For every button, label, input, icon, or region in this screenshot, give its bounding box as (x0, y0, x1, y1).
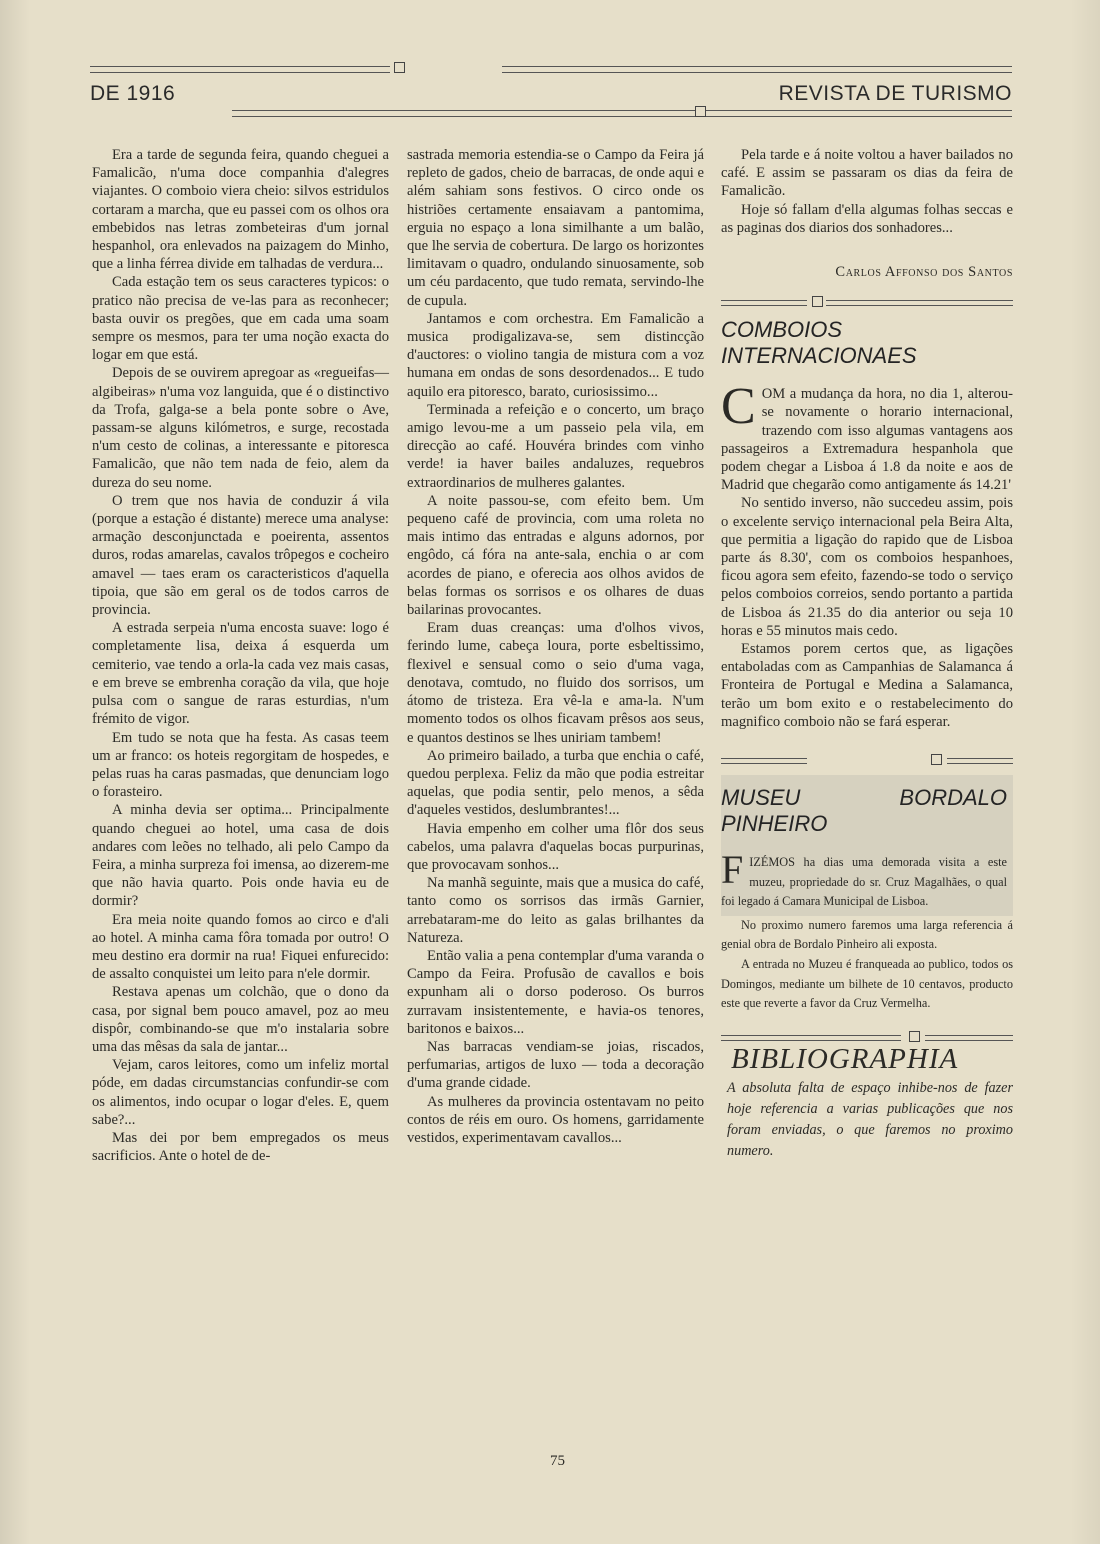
paragraph: Jantamos e com orchestra. Em Famalicão a musica prodigalizava-se, sem distincção d'auctores: o violino tangia de mistura com a voz humana em ondas de sons desordenados... E tudo aquilo era pitoresco, barato, curiosissimo... (407, 310, 704, 400)
paragraph: Cada estação tem os seus caracteres typicos: o pratico não precisa de ve-las para as reconhecer; basta ouvir os pregões, que em cada uma soam sempre os mesmos, para ter uma noção exacta do logar em que está. (92, 274, 389, 364)
museu-paragraph: A entrada no Muzeu é franqueada ao publico, todos os Domingos, mediante um bilhete de 10 centavos, producto este que reverte a favor da Cruz Vermelha. (721, 957, 1013, 1011)
paragraph: Pela tarde e á noite voltou a haver bailados no café. E assim se passaram os dias da feira de Famalicão. (721, 147, 1013, 200)
museu-section-title: MUSEU BORDALO PINHEIRO (721, 785, 1007, 837)
top-ornament-rule (90, 62, 1012, 76)
header-underline-rule (232, 110, 1012, 117)
paragraph: Era a tarde de segunda feira, quando cheguei a Famalicão, n'uma doce companhia d'alegres viajantes. O comboio viera cheio: silvos estridulos cortaram a marcha, que eu passei com os olhos ora embebidos nas letras zombeteiras d'um jornal hespanhol, ora enlevados na paizagem do Minho, que a linha férrea divide em talhadas de verdura... (92, 147, 389, 273)
section-divider (721, 753, 1013, 767)
author-signature: Carlos Affonso dos Santos (835, 264, 1013, 281)
article-column-3 (721, 146, 1013, 1162)
article-column-1 (92, 146, 389, 1165)
paragraph: Havia empenho em colher uma flôr dos seus cabelos, uma palavra d'aquelas bocas purpurinas, que provocavam sonhos... (407, 820, 704, 873)
square-ornament-icon (695, 106, 706, 117)
paragraph: A minha devia ser optima... Principalmente quando cheguei ao hotel, uma casa de dois andares com leões no telhado, ali pelo Campo da Feira, a minha surpreza foi imensa, ao dizerem-me que não havia quarto. Pois onde havia eu de dormir? (92, 802, 389, 910)
paragraph: Depois de se ouvirem apregoar as «regueifas—algibeiras» n'uma voz languida, que é o distinctivo da Trofa, galga-se a bela ponte sobre o Ave, passam-se alguns kilómetros, e surge, recostada n'um cesto de colinas, a interessante e pitoresca Famalicão, que não tem nada de feio, alem da dureza do seu nome. (92, 365, 389, 491)
museu-section (721, 775, 1013, 916)
paragraph: Restava apenas um colchão, que o dono da casa, por signal bem pouco amavel, poz ao meu dispôr, combinando-se que m'o instalaria sobre uma das mêsas da sala de jantar... (92, 984, 389, 1055)
comboios-paragraph: Estamos porem certos que, as ligações entaboladas com as Campanhias de Salamanca á Fronteira de Portugal e Medina a Salamanca, terão um bom exito e o restabelecimento do magnifico comboio não se fará esperar. (721, 641, 1013, 730)
museu-paragraph: FIZÉMOS ha dias uma demorada visita a este muzeu, propriedade do sr. Cruz Magalhães, o qual foi legado á Camara Municipal de Lisboa. (721, 847, 1007, 909)
paragraph: Então valia a pena contemplar d'uma varanda o Campo da Feira. Profusão de cavallos e bois expunham ali o dorso poderoso. Os burros zurravam insistentemente, e havia-os tenores, baritonos e baixos... (407, 947, 704, 1037)
bibliographia-title: BIBLIOGRAPHIA (731, 1042, 959, 1075)
square-ornament-icon (931, 754, 942, 765)
section-divider (721, 295, 1013, 309)
museu-paragraph: No proximo numero faremos uma larga referencia á genial obra de Bordalo Pinheiro ali exposta. (721, 917, 1013, 952)
section-divider (721, 1030, 1013, 1044)
article-column-2 (407, 146, 704, 1147)
header-title: REVISTA DE TURISMO (778, 82, 1012, 105)
paragraph: Na manhã seguinte, mais que a musica do café, tanto como os sorrisos das irmãs Garnier, arrebataram-me do leito as galas brilhantes da Natureza. (407, 875, 704, 946)
paragraph: Nas barracas vendiam-se joias, riscados, perfumarias, artigos de luxo — toda a decoração d'uma grande cidade. (407, 1038, 704, 1092)
drop-cap: F (721, 847, 744, 893)
paragraph: Ao primeiro bailado, a turba que enchia o café, quedou perplexa. Feliz da mão que podia estreitar aquelas, que podia sentir, pelo menos, a sêda d'aqueles vestidos, deslumbrantes!... (407, 747, 704, 819)
paragraph: Era meia noite quando fomos ao circo e d'ali ao hotel. A minha cama fôra tomada por outro! O meu destino era dormir na rua! Fiquei enfurecido: de assalto conquistei um leito para n'ele dormir. (92, 911, 389, 983)
comboios-paragraph: COM a mudança da hora, no dia 1, alterou-se novamente o horario internacional, trazendo com isso algumas vantagens aos passageiros a Extremadura hespanhola que podem chegar a Lisboa á 1.8 da noite e aos de Madrid que chegarão como antigamente ás 14.21' (721, 378, 1013, 494)
paragraph: Eram duas creanças: uma d'olhos vivos, ferindo lume, cabeça loura, porte esbeltissimo, flexivel e sensual como o seio d'uma vaga, denotava, comtudo, no fluido dos sorrisos, um átomo de tristeza. Era vê-la e ama-la. N'um momento todos os olhos ficavam prêsos aos seus, e quantos destinos se lhes uniriam tambem! (407, 620, 704, 746)
drop-cap: C (721, 378, 756, 436)
paragraph: Em tudo se nota que ha festa. As casas teem um ar franco: os hoteis regorgitam de hospedes, e pelas ruas ha caras pasmadas, que denunciam logo o forasteiro. (92, 729, 389, 801)
paragraph: As mulheres da provincia ostentavam no peito contos de réis em ouro. Os homens, garridamente vestidos, experimentavam cavallos... (407, 1093, 704, 1146)
bibliographia-text: A absoluta falta de espaço inhibe-nos de fazer hoje referencia a varias publicações que nos foram enviadas, o que faremos no proximo numero. (727, 1080, 1013, 1160)
paragraph: Terminada a refeição e o concerto, um braço amigo levou-me a um passeio pela vila, em direcção ao café. Houvéra brindes com vinho verde! ia haver bailes andaluzes, requebros extraordinarios de mulheres galantes. (407, 401, 704, 491)
paragraph: Hoje só fallam d'ella algumas folhas seccas e as paginas dos diarios dos sonhadores... (721, 201, 1013, 236)
paragraph: O trem que nos havia de conduzir á vila (porque a estação é distante) merece uma analyse: armação desconjunctada e poeirenta, assentos duros, rodas amarelas, cavalos trôpegos e cocheiro amavel — taes eram os caracteristicos d'aquella tipoia, que são em geral os de todos carros de provincia. (92, 492, 389, 619)
paragraph: A noite passou-se, com efeito bem. Um pequeno café de provincia, com uma roleta no mais intimo das entradas e alguns adornos, por engôdo, cá fóra na ante-sala, enchia o ar com acordes de piano, e oferecia aos olhos avidos de belas formas os sorrisos e os olhares de duas bailarinas provocantes. (407, 492, 704, 619)
comboios-section-title: COMBOIOS INTERNACIONAES (721, 317, 917, 369)
header-date: DE 1916 (90, 82, 176, 105)
square-ornament-icon (909, 1031, 920, 1042)
comboios-paragraph: No sentido inverso, não succedeu assim, pois o excelente serviço internacional pela Beira Alta, que permitia a ligação do rapido que de Lisboa parte ás 8.30', com os comboios hespanhoes, ficou agora sem efeito, fazendo-se todo o serviço pelos comboios correios, sendo portanto a partida de Lisboa ás 21.35 do dia anterior ou seja 10 horas e 55 minutos mais cedo. (721, 495, 1013, 639)
paragraph: sastrada memoria estendia-se o Campo da Feira já repleto de gados, cheio de barracas, de onde aqui e além sahiam sons festivos. O circo onde os histriões certamente ensaiavam a pantomima, erguia no espaço a lona similhante a um balão, que lhe servia de cobertura. De largo os horizontes limitavam o quadro, ondulando sinuosamente, sob um céu pardacento, que tudo remata, servindo-lhe de cupula. (407, 147, 704, 309)
page-number: 75 (550, 1453, 565, 1469)
square-ornament-icon (812, 296, 823, 307)
paragraph: Vejam, caros leitores, como um infeliz mortal póde, em dadas circumstancias confundir-se com os alimentos, indo ocupar o logar d'eles. E, quem sabe?... (92, 1057, 389, 1128)
paragraph: A estrada serpeia n'uma encosta suave: logo é completamente lisa, deixa á esquerda um cemiterio, vae tendo a orla-la cada vez mais casas, e em breve se embrenha coração da vila, que hoje pulsa com o sangue de raras esturdias, n'um frémito de vigor. (92, 620, 389, 728)
paragraph: Mas dei por bem empregados os meus sacrificios. Ante o hotel de de- (92, 1129, 389, 1165)
square-ornament-icon (394, 62, 405, 73)
